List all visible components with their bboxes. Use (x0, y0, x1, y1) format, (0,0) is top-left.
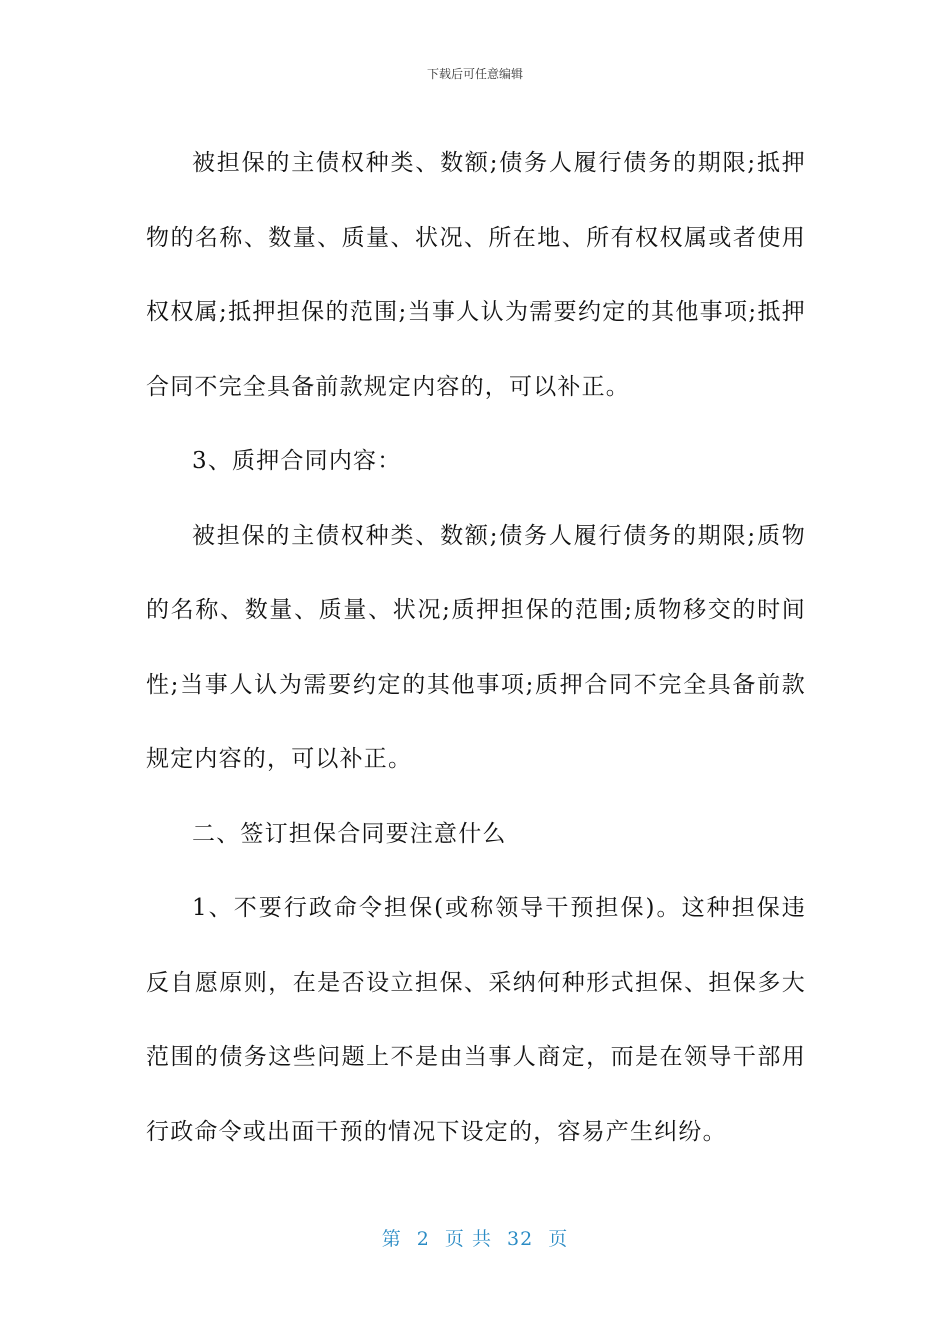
paragraph-pledge-contract-content: 被担保的主债权种类、数额;债务人履行债务的期限;质物的名称、数量、质量、状况;质押担保的范围;质物移交的时间性;当事人认为需要约定的其他事项;质押合同不完全具备前款规定内容的，可以补正。 (146, 522, 806, 772)
page-header: 下载后可任意编辑 (426, 67, 523, 81)
total-pages-number: 32 (507, 1228, 534, 1250)
page-label-prefix: 第 (381, 1228, 402, 1250)
current-page-number: 2 (416, 1228, 430, 1250)
paragraph-mortgage-contract-content: 被担保的主债权种类、数额;债务人履行债务的期限;抵押物的名称、数量、质量、状况、所在地、所有权权属或者使用权权属;抵押担保的范围;当事人认为需要约定的其他事项;抵押合同不完全具备前款规定内容的，可以补正。 (146, 150, 806, 400)
heading-pledge-contract-content: 3、质押合同内容： (192, 448, 402, 474)
document-body (146, 126, 806, 1169)
paragraph-administrative-order-guarantee: 1、不要行政命令担保(或称领导干预担保)。这种担保违反自愿原则，在是否设立担保、采纳何种形式担保、担保多大范围的债务这些问题上不是由当事人商定，而是在领导干部用行政命令或出面干预的情况下设定的，容易产生纠纷。 (146, 895, 806, 1145)
page-label-mid: 页 共 (444, 1228, 492, 1250)
page-label-suffix: 页 (548, 1228, 569, 1250)
page-footer (0, 1226, 950, 1252)
heading-guarantee-contract-notes: 二、签订担保合同要注意什么 (192, 820, 507, 847)
